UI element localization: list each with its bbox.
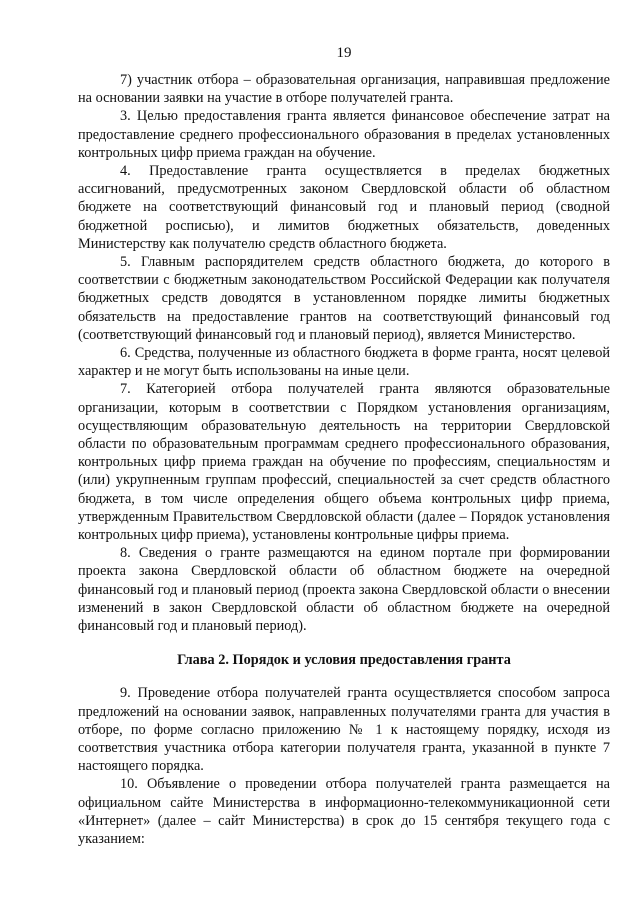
- paragraph-9-selection-procedure: 9. Проведение отбора получателей гранта осуществляется способом запроса предложений на основании заявок, направленных получателями гранта для участия в отборе, по форме согласно приложению № 1 к настоящему порядку, исходя из соответствия участника отбора категории получателя гранта, указанной в пункте 7 настоящего порядка.: [78, 685, 610, 775]
- section-after-heading: [78, 684, 610, 848]
- paragraph-3-grant-purpose: 3. Целью предоставления гранта является финансовое обеспечение затрат на предоставление среднего профессионального образования в пределах установленных контрольных цифр приема граждан на обучение.: [78, 108, 610, 161]
- paragraph-6-targeted-funds: 6. Средства, полученные из областного бюджета в форме гранта, носят целевой характер и не могут быть использованы на иные цели.: [78, 345, 610, 380]
- paragraph-10-selection-announcement: 10. Объявление о проведении отбора получателей гранта размещается на официальном сайте Министерства в информационно-телекоммуникационной сети «Интернет» (далее – сайт Министерства) в срок до 15 сентября текущего года с указанием:: [78, 776, 610, 847]
- chapter-heading: Глава 2. Порядок и условия предоставления гранта: [177, 652, 511, 669]
- paragraph-4-grant-provision: 4. Предоставление гранта осуществляется в пределах бюджетных ассигнований, предусмотренных законом Свердловской области об областном бюджете на соответствующий финансовый год и плановый период (сводной бюджетной росписью), и лимитов бюджетных обязательств, доведенных Министерству как получателю средств областного бюджета.: [78, 163, 610, 252]
- paragraph-5-budget-administrator: 5. Главным распорядителем средств областного бюджета, до которого в соответствии с бюджетным законодательством Российской Федерации как получателя бюджетных средств доводятся в установленном порядке лимиты бюджетных обязательств на предоставление грантов на соответствующий финансовый год (соответствующий финансовый год и плановый период), является Министерство.: [78, 254, 610, 343]
- paragraph-8-grant-info: 8. Сведения о гранте размещаются на едином портале при формировании проекта закона Свердловской области об областном бюджете на очередной финансовый год и плановый период (проекта закона Свердловской области о внесении изменений в закон Свердловской области об областном бюджете на очередной финансовый год и плановый период).: [78, 545, 610, 635]
- page-number: 19: [336, 45, 352, 61]
- paragraph-7-selection-category: 7. Категорией отбора получателей гранта являются образовательные организации, которым в соответствии с Порядком установления организациям, осуществляющим образовательную деятельность на территории Свердловской области по образовательным программам среднего профессионального образования, контрольных цифр приема граждан на обучение по профессиям, специальностям и (или) укрупненным группам профессий, специальностей за счет средств областного бюджета, в том числе определения общего объема контрольных цифр приема, утвержденным Правительством Свердловской области (далее – Порядок установления контрольных цифр приема), установлены контрольные цифры приема.: [78, 381, 610, 544]
- section-before-heading: [78, 71, 610, 635]
- paragraph-item-7-participant: 7) участник отбора – образовательная организация, направившая предложение на основании заявки на участие в отборе получателей гранта.: [78, 72, 610, 107]
